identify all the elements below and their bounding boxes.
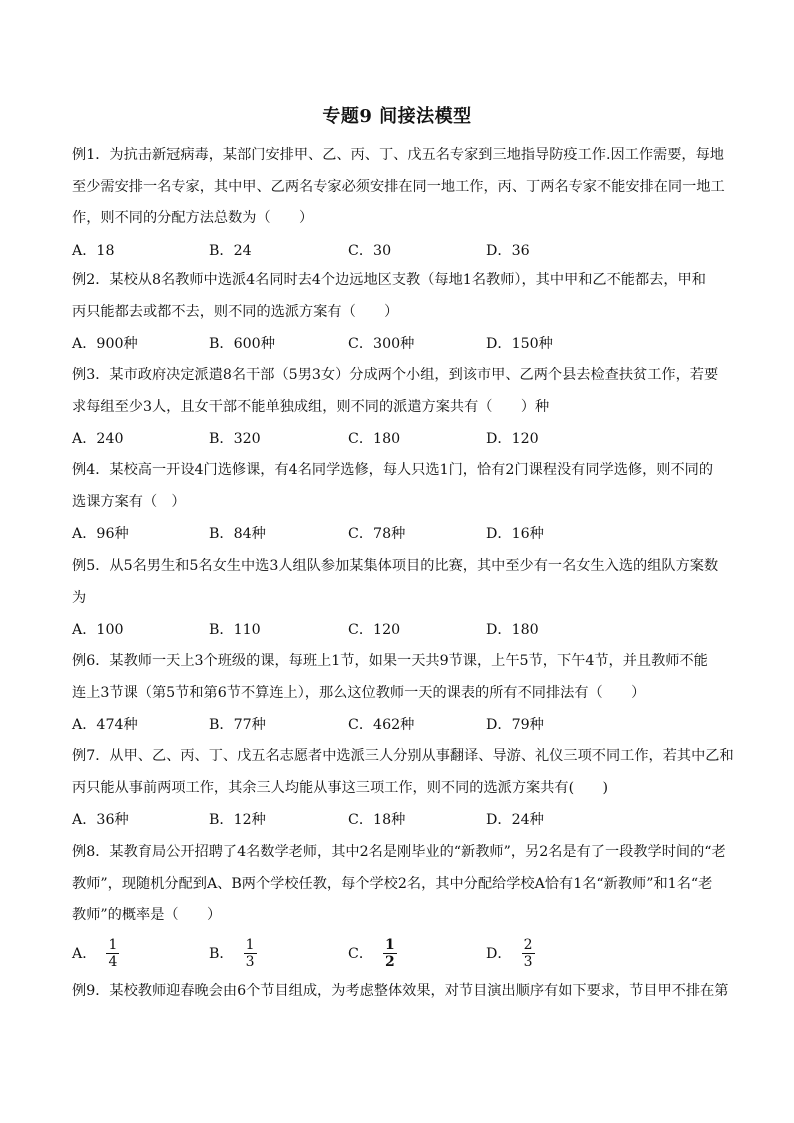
question-8 xyxy=(72,837,726,976)
question-text: 例8．某教育局公开招聘了4名数学老师，其中2名是刚毕业的“新教师”，另2名是有了一段教学时间的“老 xyxy=(72,844,726,860)
option-a: A．240 xyxy=(72,431,124,448)
option-b: B．600种 xyxy=(209,336,275,353)
fraction xyxy=(244,937,257,970)
question-text: 教师”，现随机分配到A、B两个学校任教，每个学校2名，其中分配给学校A恰有1名“新教师”和1名“老 xyxy=(72,875,713,892)
option-d xyxy=(486,932,535,976)
question-6 xyxy=(72,646,722,741)
option-c: C．120 xyxy=(348,622,401,639)
option-c: C．78种 xyxy=(348,526,406,543)
option-b xyxy=(209,932,257,976)
option-d: D．180 xyxy=(486,622,539,639)
question-4 xyxy=(72,455,722,550)
option-c: C．30 xyxy=(348,242,392,259)
question-text: 例1．为抗击新冠病毒，某部门安排甲、乙、丙、丁、戊五名专家到三地指导防疫工作.因工作需要，每地 xyxy=(72,147,724,163)
option-label: B． xyxy=(209,945,234,962)
option-a xyxy=(72,932,119,976)
option-a: A．96种 xyxy=(72,526,129,543)
question-text: 丙只能都去或都不去，则不同的选派方案有（ ） xyxy=(72,303,399,320)
question-text: 例9．某校教师迎春晚会由6个节目组成，为考虑整体效果，对节目演出顺序有如下要求，节目甲不排在第 xyxy=(72,983,729,999)
option-c xyxy=(348,932,397,976)
fraction xyxy=(383,937,397,970)
question-text: 作，则不同的分配方法总数为（ ） xyxy=(72,210,314,227)
question-text: 选课方案有（ ） xyxy=(72,493,186,510)
option-a: A．474种 xyxy=(72,717,138,734)
denominator: 2 xyxy=(385,954,395,971)
option-d: D．120 xyxy=(486,431,539,448)
option-c: C．18种 xyxy=(348,812,406,829)
question-text: 例3．某市政府决定派遣8名干部（5男3女）分成两个小组，到该市甲、乙两个县去检查扶贫工作，若要 xyxy=(72,367,719,383)
option-a: A．36种 xyxy=(72,812,129,829)
question-text: 例5．从5名男生和5名女生中选3人组队参加某集体项目的比赛，其中至少有一名女生入选的组队方案数 xyxy=(72,558,719,574)
option-b: B．77种 xyxy=(209,717,266,734)
options-row xyxy=(72,709,722,741)
question-text: 丙只能从事前两项工作，其余三人均能从事这三项工作，则不同的选派方案共有( ) xyxy=(72,779,609,796)
option-b: B．84种 xyxy=(209,526,266,543)
option-d: D．150种 xyxy=(486,336,553,353)
options-row xyxy=(72,614,722,646)
question-5 xyxy=(72,551,722,646)
question-text: 例7．从甲、乙、丙、丁、戊五名志愿者中选派三人分别从事翻译、导游、礼仪三项不同工作，若其中乙和 xyxy=(72,748,734,764)
question-text: 教师”的概率是（ ） xyxy=(72,907,222,924)
denominator: 3 xyxy=(523,954,533,971)
question-text: 连上3节课（第5节和第6节不算连上），那么这位教师一天的课表的所有不同排法有（ ） xyxy=(72,684,646,701)
numerator: 1 xyxy=(385,937,395,954)
numerator: 1 xyxy=(108,937,118,954)
option-b: B．320 xyxy=(209,431,261,448)
options-row xyxy=(72,235,722,267)
question-text: 求每组至少3人，且女干部不能单独成组，则不同的派遣方案共有（ ）种 xyxy=(72,398,550,415)
options-row xyxy=(72,932,722,976)
options-row xyxy=(72,328,722,360)
option-c: C．300种 xyxy=(348,336,415,353)
question-7 xyxy=(72,741,734,836)
question-text: 例2．某校从8名教师中选派4名同时去4个边远地区支教（每地1名教师），其中甲和乙不能都去，甲和 xyxy=(72,272,706,288)
option-d: D．24种 xyxy=(486,812,544,829)
question-3 xyxy=(72,360,722,455)
option-d: D．16种 xyxy=(486,526,544,543)
option-b: B．12种 xyxy=(209,812,266,829)
fraction xyxy=(522,937,535,970)
page-title: 专题9 间接法模型 xyxy=(322,106,472,127)
numerator: 1 xyxy=(245,937,255,954)
denominator: 4 xyxy=(108,954,118,971)
option-d: D．36 xyxy=(486,242,530,259)
option-a: A．18 xyxy=(72,242,115,259)
question-text: 至少需安排一名专家，其中甲、乙两名专家必须安排在同一地工作，丙、丁两名专家不能安排在同一地工 xyxy=(72,178,725,195)
options-row xyxy=(72,518,722,550)
question-1 xyxy=(72,140,725,267)
question-text: 为 xyxy=(72,589,87,606)
option-label: C． xyxy=(348,945,374,962)
option-c: C．180 xyxy=(348,431,401,448)
option-a: A．900种 xyxy=(72,336,138,353)
question-2 xyxy=(72,265,722,360)
option-label: D． xyxy=(486,945,512,962)
option-b: B．24 xyxy=(209,242,252,259)
option-d: D．79种 xyxy=(486,717,544,734)
options-row xyxy=(72,423,722,455)
question-text: 例6．某教师一天上3个班级的课，每班上1节，如果一天共9节课，上午5节，下午4节，并且教师不能 xyxy=(72,653,708,669)
option-a: A．100 xyxy=(72,622,124,639)
options-row xyxy=(72,804,722,836)
question-text: 例4．某校高一开设4门选修课，有4名同学选修，每人只选1门，恰有2门课程没有同学选修，则不同的 xyxy=(72,462,714,478)
denominator: 3 xyxy=(245,954,255,971)
fraction xyxy=(106,937,119,970)
question-9 xyxy=(72,976,729,1008)
option-c: C．462种 xyxy=(348,717,415,734)
option-label: A． xyxy=(72,945,97,962)
numerator: 2 xyxy=(523,937,533,954)
option-b: B．110 xyxy=(209,622,261,639)
